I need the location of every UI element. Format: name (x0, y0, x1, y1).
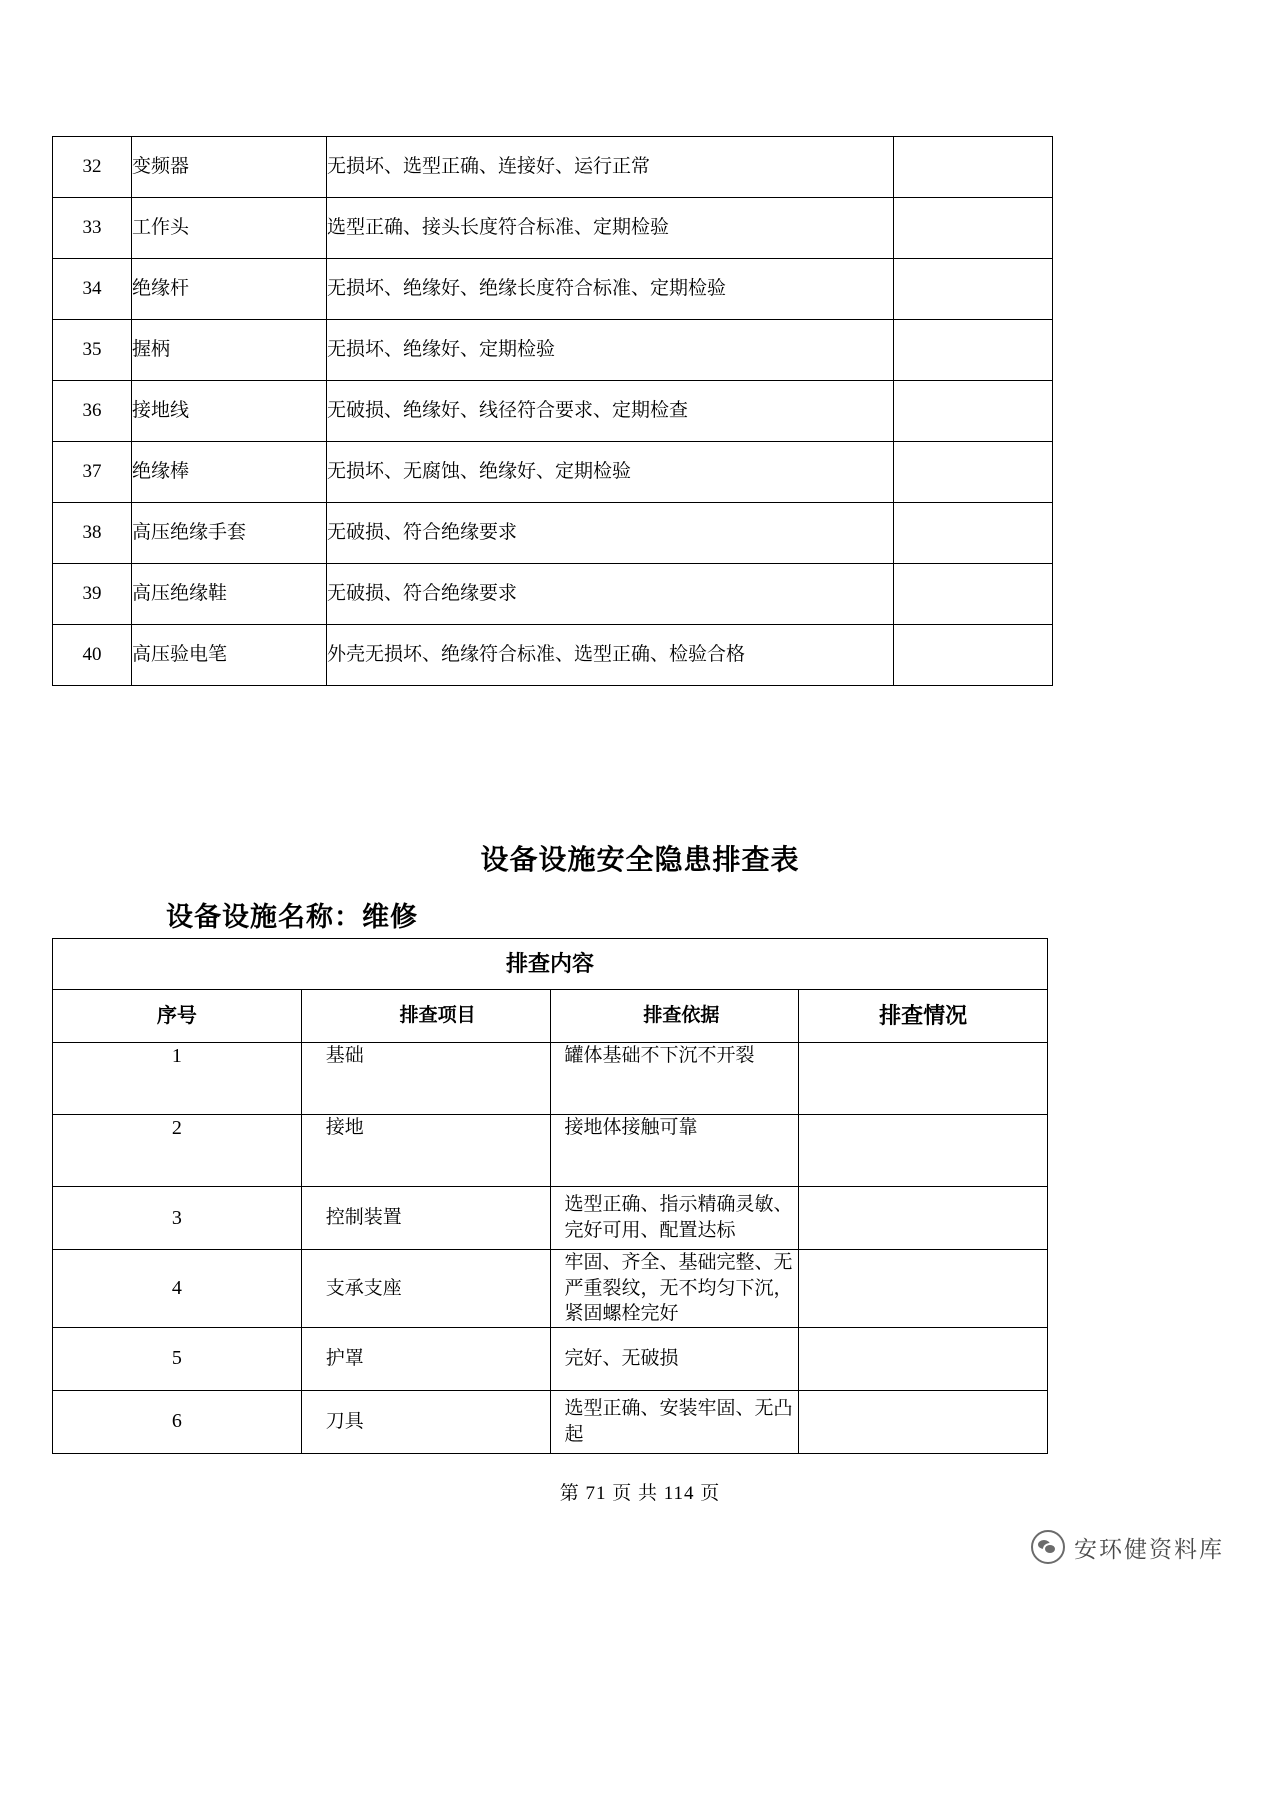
row-basis: 无损坏、绝缘好、绝缘长度符合标准、定期检验 (327, 259, 894, 320)
table-row (53, 381, 1053, 442)
column-header-no: 序号 (53, 990, 302, 1043)
table-column-header-row (53, 990, 1048, 1043)
row-item: 护罩 (301, 1327, 550, 1390)
brand-watermark (1031, 1530, 1224, 1564)
table-row (53, 137, 1053, 198)
table-row (53, 1187, 1048, 1250)
row-basis: 无破损、符合绝缘要求 (327, 503, 894, 564)
row-no: 32 (53, 137, 132, 198)
row-result (894, 137, 1053, 198)
row-result (894, 442, 1053, 503)
row-item: 变频器 (132, 137, 327, 198)
row-item: 接地线 (132, 381, 327, 442)
row-result (894, 381, 1053, 442)
row-basis: 无破损、符合绝缘要求 (327, 564, 894, 625)
brand-name: 安环健资料库 (1074, 1536, 1224, 1562)
row-no: 37 (53, 442, 132, 503)
table-header-span: 排查内容 (53, 939, 1048, 990)
row-item: 基础 (301, 1043, 550, 1115)
table-row (53, 1043, 1048, 1115)
row-basis: 完好、无破损 (550, 1327, 799, 1390)
table-row (53, 503, 1053, 564)
table-row (53, 1115, 1048, 1187)
row-item: 工作头 (132, 198, 327, 259)
table-row (53, 259, 1053, 320)
row-result (799, 1043, 1048, 1115)
row-item: 接地 (301, 1115, 550, 1187)
table-row (53, 1327, 1048, 1390)
row-result (894, 503, 1053, 564)
row-result (799, 1390, 1048, 1453)
row-item: 支承支座 (301, 1250, 550, 1328)
row-basis: 无损坏、无腐蚀、绝缘好、定期检验 (327, 442, 894, 503)
row-result (894, 320, 1053, 381)
row-item: 高压绝缘手套 (132, 503, 327, 564)
row-no: 2 (53, 1115, 302, 1187)
row-result (894, 259, 1053, 320)
table-row (53, 320, 1053, 381)
row-basis: 牢固、齐全、基础完整、无严重裂纹，无不均匀下沉，紧固螺栓完好 (550, 1250, 799, 1328)
row-no: 3 (53, 1187, 302, 1250)
table-row (53, 198, 1053, 259)
row-item: 绝缘棒 (132, 442, 327, 503)
row-no: 34 (53, 259, 132, 320)
row-item: 高压验电笔 (132, 625, 327, 686)
page-number-footer: 第 71 页 共 114 页 (559, 1483, 721, 1504)
wechat-icon (1031, 1530, 1065, 1564)
row-basis: 选型正确、安装牢固、无凸起 (550, 1390, 799, 1453)
row-basis: 无破损、绝缘好、线径符合要求、定期检查 (327, 381, 894, 442)
row-result (799, 1187, 1048, 1250)
row-no: 35 (53, 320, 132, 381)
row-result (799, 1250, 1048, 1328)
row-result (894, 625, 1053, 686)
inspection-table-maintenance (52, 938, 1048, 1454)
table-row (53, 564, 1053, 625)
row-no: 38 (53, 503, 132, 564)
column-header-basis: 排查依据 (550, 990, 799, 1043)
table-row (53, 625, 1053, 686)
table-row (53, 442, 1053, 503)
row-no: 1 (53, 1043, 302, 1115)
row-basis: 无损坏、选型正确、连接好、运行正常 (327, 137, 894, 198)
row-no: 5 (53, 1327, 302, 1390)
row-item: 高压绝缘鞋 (132, 564, 327, 625)
row-item: 握柄 (132, 320, 327, 381)
table-row (53, 1250, 1048, 1328)
equipment-name-label: 设备设施名称：维修 (166, 902, 418, 932)
row-no: 4 (53, 1250, 302, 1328)
page-title: 设备设施安全隐患排查表 (480, 845, 800, 876)
row-result (894, 198, 1053, 259)
row-basis: 选型正确、指示精确灵敏、完好可用、配置达标 (550, 1187, 799, 1250)
row-result (799, 1115, 1048, 1187)
row-result (799, 1327, 1048, 1390)
row-no: 36 (53, 381, 132, 442)
row-basis: 选型正确、接头长度符合标准、定期检验 (327, 198, 894, 259)
inspection-table-continued (52, 136, 1053, 686)
row-result (894, 564, 1053, 625)
row-basis: 外壳无损坏、绝缘符合标准、选型正确、检验合格 (327, 625, 894, 686)
row-basis: 接地体接触可靠 (550, 1115, 799, 1187)
column-header-item: 排查项目 (301, 990, 550, 1043)
table-header-span-row (53, 939, 1048, 990)
column-header-result: 排查情况 (799, 990, 1048, 1043)
table-row (53, 1390, 1048, 1453)
row-item: 绝缘杆 (132, 259, 327, 320)
row-basis: 罐体基础不下沉不开裂 (550, 1043, 799, 1115)
row-basis: 无损坏、绝缘好、定期检验 (327, 320, 894, 381)
row-no: 40 (53, 625, 132, 686)
row-item: 控制装置 (301, 1187, 550, 1250)
row-no: 33 (53, 198, 132, 259)
row-item: 刀具 (301, 1390, 550, 1453)
row-no: 6 (53, 1390, 302, 1453)
row-no: 39 (53, 564, 132, 625)
